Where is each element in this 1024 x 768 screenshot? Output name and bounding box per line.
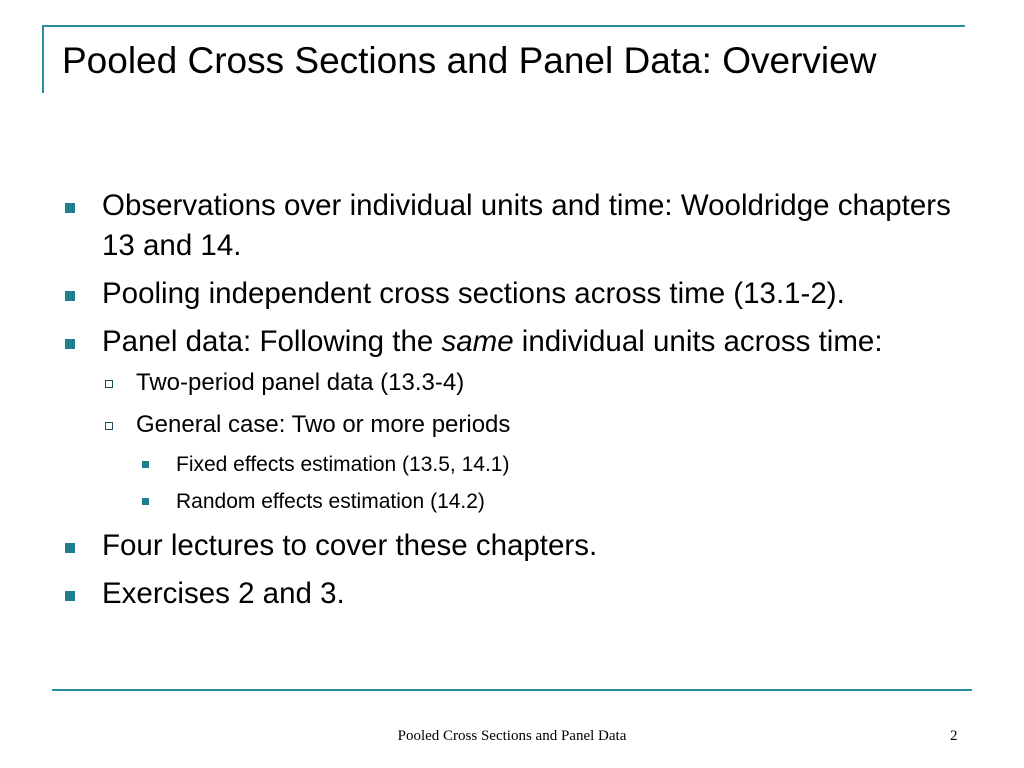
small-square-bullet-icon	[142, 498, 149, 505]
page-number: 2	[950, 728, 958, 744]
footer-divider-line	[52, 689, 972, 691]
sub-sub-bullet-item-random-effects	[62, 487, 962, 517]
sub-bullet-item-general-case	[62, 408, 962, 442]
sub-bullet-text: Two-period panel data (13.3-4)	[136, 369, 465, 396]
bullet-text-emphasis: same	[441, 325, 514, 358]
bullet-text-part: individual units across time:	[513, 325, 883, 358]
bullet-item-exercises	[62, 574, 962, 614]
hollow-square-bullet-icon	[105, 422, 113, 430]
sub-sub-bullet-item-fixed-effects	[62, 450, 962, 480]
bullet-text: Observations over individual units and time: Wooldridge chapters 13 and 14.	[102, 189, 951, 262]
bullet-text-part: Panel data: Following the	[102, 325, 442, 358]
bullet-text: Four lectures to cover these chapters.	[102, 529, 598, 562]
square-bullet-icon	[65, 591, 75, 601]
bullet-text: Exercises 2 and 3.	[102, 577, 345, 610]
square-bullet-icon	[65, 291, 75, 301]
sub-sub-bullet-text: Random effects estimation (14.2)	[176, 490, 485, 513]
hollow-square-bullet-icon	[105, 380, 113, 388]
bullet-item-observations	[62, 186, 962, 266]
title-accent-vertical-line	[42, 25, 44, 93]
slide-title: Pooled Cross Sections and Panel Data: Overview	[62, 40, 877, 81]
bullet-item-four-lectures	[62, 526, 962, 566]
bullet-item-pooling	[62, 274, 962, 314]
bullet-text: Pooling independent cross sections across time (13.1-2).	[102, 277, 845, 310]
slide-body	[62, 186, 962, 622]
title-accent-horizontal-line	[42, 25, 965, 27]
sub-sub-bullet-text: Fixed effects estimation (13.5, 14.1)	[176, 453, 510, 476]
square-bullet-icon	[65, 339, 75, 349]
small-square-bullet-icon	[142, 461, 149, 468]
square-bullet-icon	[65, 543, 75, 553]
square-bullet-icon	[65, 203, 75, 213]
bullet-item-panel-data	[62, 322, 962, 362]
sub-bullet-text: General case: Two or more periods	[136, 411, 511, 438]
sub-bullet-item-two-period	[62, 366, 962, 400]
footer-title: Pooled Cross Sections and Panel Data	[397, 728, 627, 744]
